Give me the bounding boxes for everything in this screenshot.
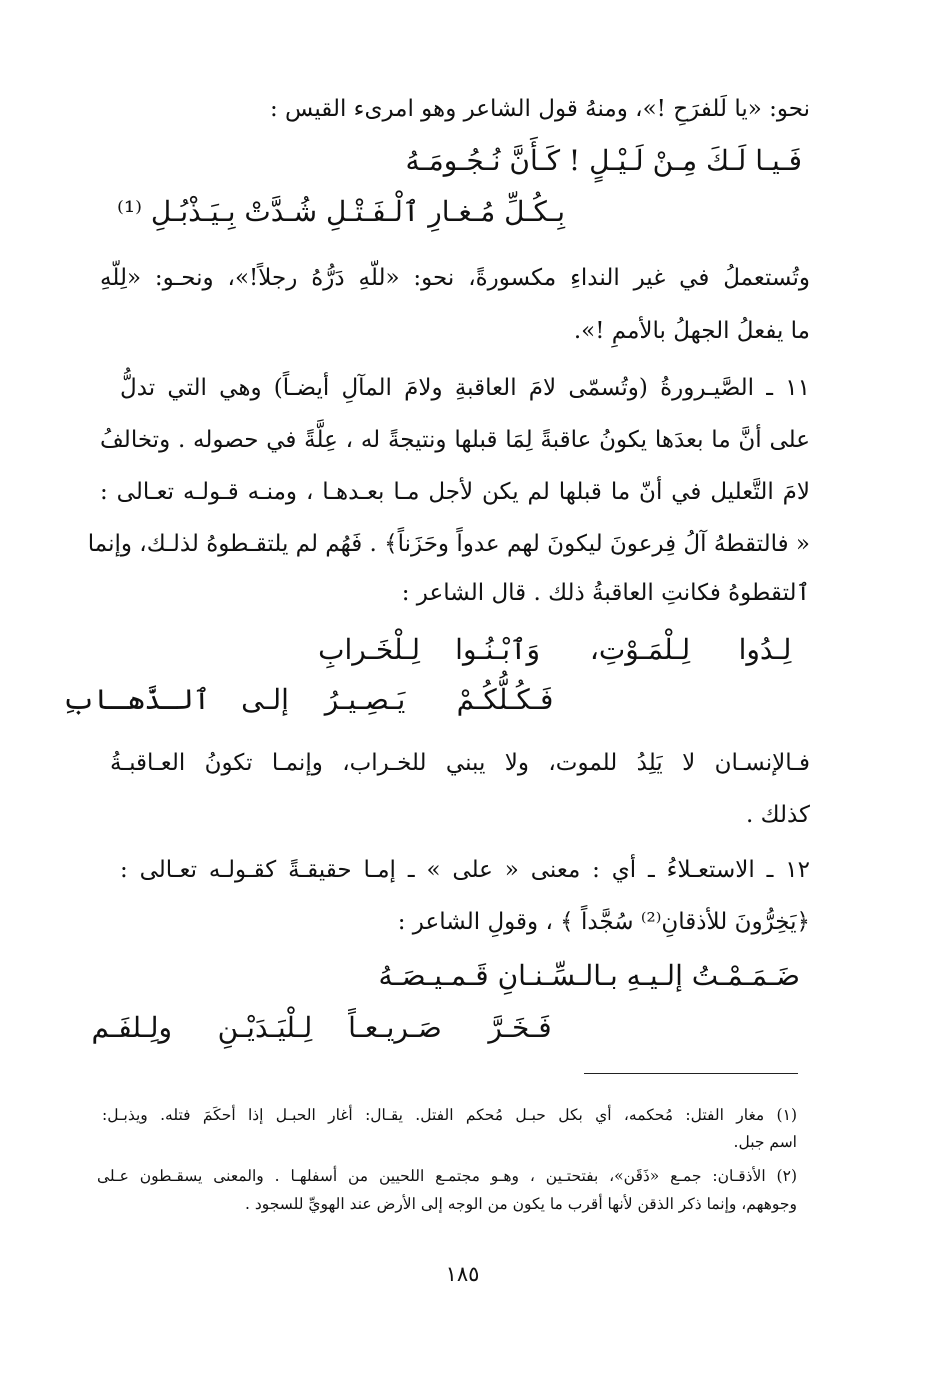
text-line: لامَ التَّعليل في أنّ ما قبلها لم يكن لأجل مـا بعـدهـا ، ومنـه قـولـه تعـالى :	[100, 479, 810, 505]
verse-hemistich-word: فَـكُـلُّكُـمْ	[456, 683, 554, 716]
verse-hemistich-word: لِـلْمَـوْتِ،	[589, 633, 691, 666]
verse-hemistich-word: لِـلْيَـدَيْـنِ	[217, 1011, 313, 1044]
verse-hemistich-word: إلـى	[241, 683, 289, 716]
verse-hemistich-word: وَٱبْـنُـوا	[455, 633, 540, 666]
text-line: نحو: «يا لَلفرَحِ !»، ومنهُ قول الشاعر وهو امرىء القيس :	[269, 96, 810, 122]
verse-first-hemistich: ضَـمَـمْـتُ إلـيـهِ بـالـسِّـنـانِ قَـمـيـصَـهُ	[378, 959, 800, 992]
footnote-line: وجوههم، وإنما ذكر الذقن لأنها أقرب ما يكون من الوجه إلى الأرض عند الهويِّ للسجود .	[244, 1195, 797, 1213]
verse-hemistich-word: ٱلـذَّهـابِ	[62, 683, 210, 716]
verse-hemistich-word: صَـريـعـاً	[348, 1011, 442, 1044]
verse-hemistich-word: يَـصِـيـرُ	[324, 683, 406, 716]
text-line: « فالتقطهُ آلُ فِرعونَ ليكونَ لهم عدواً وحَزَناً﴾ . فَهُم لم يلتقـطوهُ لذلـك، وإنما	[87, 531, 810, 557]
verse-second-hemistich: بِـكُـلِّ مُـغـارِ ٱلْـفَـتْـلِ شُـدَّتْ بِـيَـذْبُـلِ ⁽¹⁾	[117, 195, 565, 228]
footnote-line: (١) مغار الفتل: مُحكمه، أي بكل حبـل مُحكم الفتل. يقـال: أغار الحبـل إذا أحكَمَ فتله. ويذبـل:	[102, 1106, 797, 1124]
text-line: ١٢ ـ الاستعـلاءُ ـ أي : معنى « على » ـ إمـا حقيقـةً كقـولـه تعـالى :	[120, 857, 810, 883]
footnote-line: اسم جبل.	[733, 1133, 797, 1151]
page-number: ١٨٥	[445, 1262, 480, 1286]
text-line: ﴿يَخِرُّونَ للأذقانِ⁽²⁾ سُجَّداً ﴾ ، وقولِ الشاعر :	[397, 909, 810, 935]
verse-hemistich-word: فَـخَـرَّ	[488, 1011, 552, 1044]
text-line: ما يفعلُ الجهلُ بالأممِ !».	[573, 318, 810, 344]
text-line: فـالإنسـان لا يَلِدُ للموت، ولا يبني للخـراب، وإنمـا تكونُ العـاقبـةُ	[110, 750, 810, 776]
text-line: على أنَّ ما بعدَها يكونُ عاقبةً لِمَا قبلها ونتيجةً له ، عِلَّةً في حصوله . وتخالفُ	[100, 427, 810, 453]
verse-hemistich-word: لِـدُوا	[738, 633, 792, 666]
footnote-divider	[584, 1073, 798, 1074]
text-line: كذلك .	[745, 802, 810, 828]
text-line: ٱلتقطوهُ فكانتِ العاقبةُ ذلك . قال الشاعر :	[401, 580, 810, 606]
verse-hemistich-word: لِـلْخَـرابِ	[318, 633, 420, 666]
text-line: وتُستعملُ في غير النداءِ مكسورةً، نحو: «للّهِ دَرُّهُ رجلاً!»، ونحـو: «لِلّهِ	[100, 265, 810, 291]
footnote-line: (٢) الأذقـان: جمـع «ذَقَن»، بفتحتـين ، وهـو مجتمـع اللحيين من أسفلهـا . والمعنى يسقـطون عـلى	[97, 1167, 797, 1185]
text-line: ١١ ـ الصَّيـرورةُ (وتُسمّى لامَ العاقبةِ ولامَ المآلِ أيضـاً) وهي التي تدلُّ	[120, 375, 810, 401]
verse-first-hemistich: فَـيـا لَـكَ مِـنْ لَـيْـلٍ ! كَـأَنَّ نُـجُـومَـهُ	[405, 144, 802, 177]
verse-hemistich-word: ولِـلفَـم	[91, 1011, 172, 1044]
